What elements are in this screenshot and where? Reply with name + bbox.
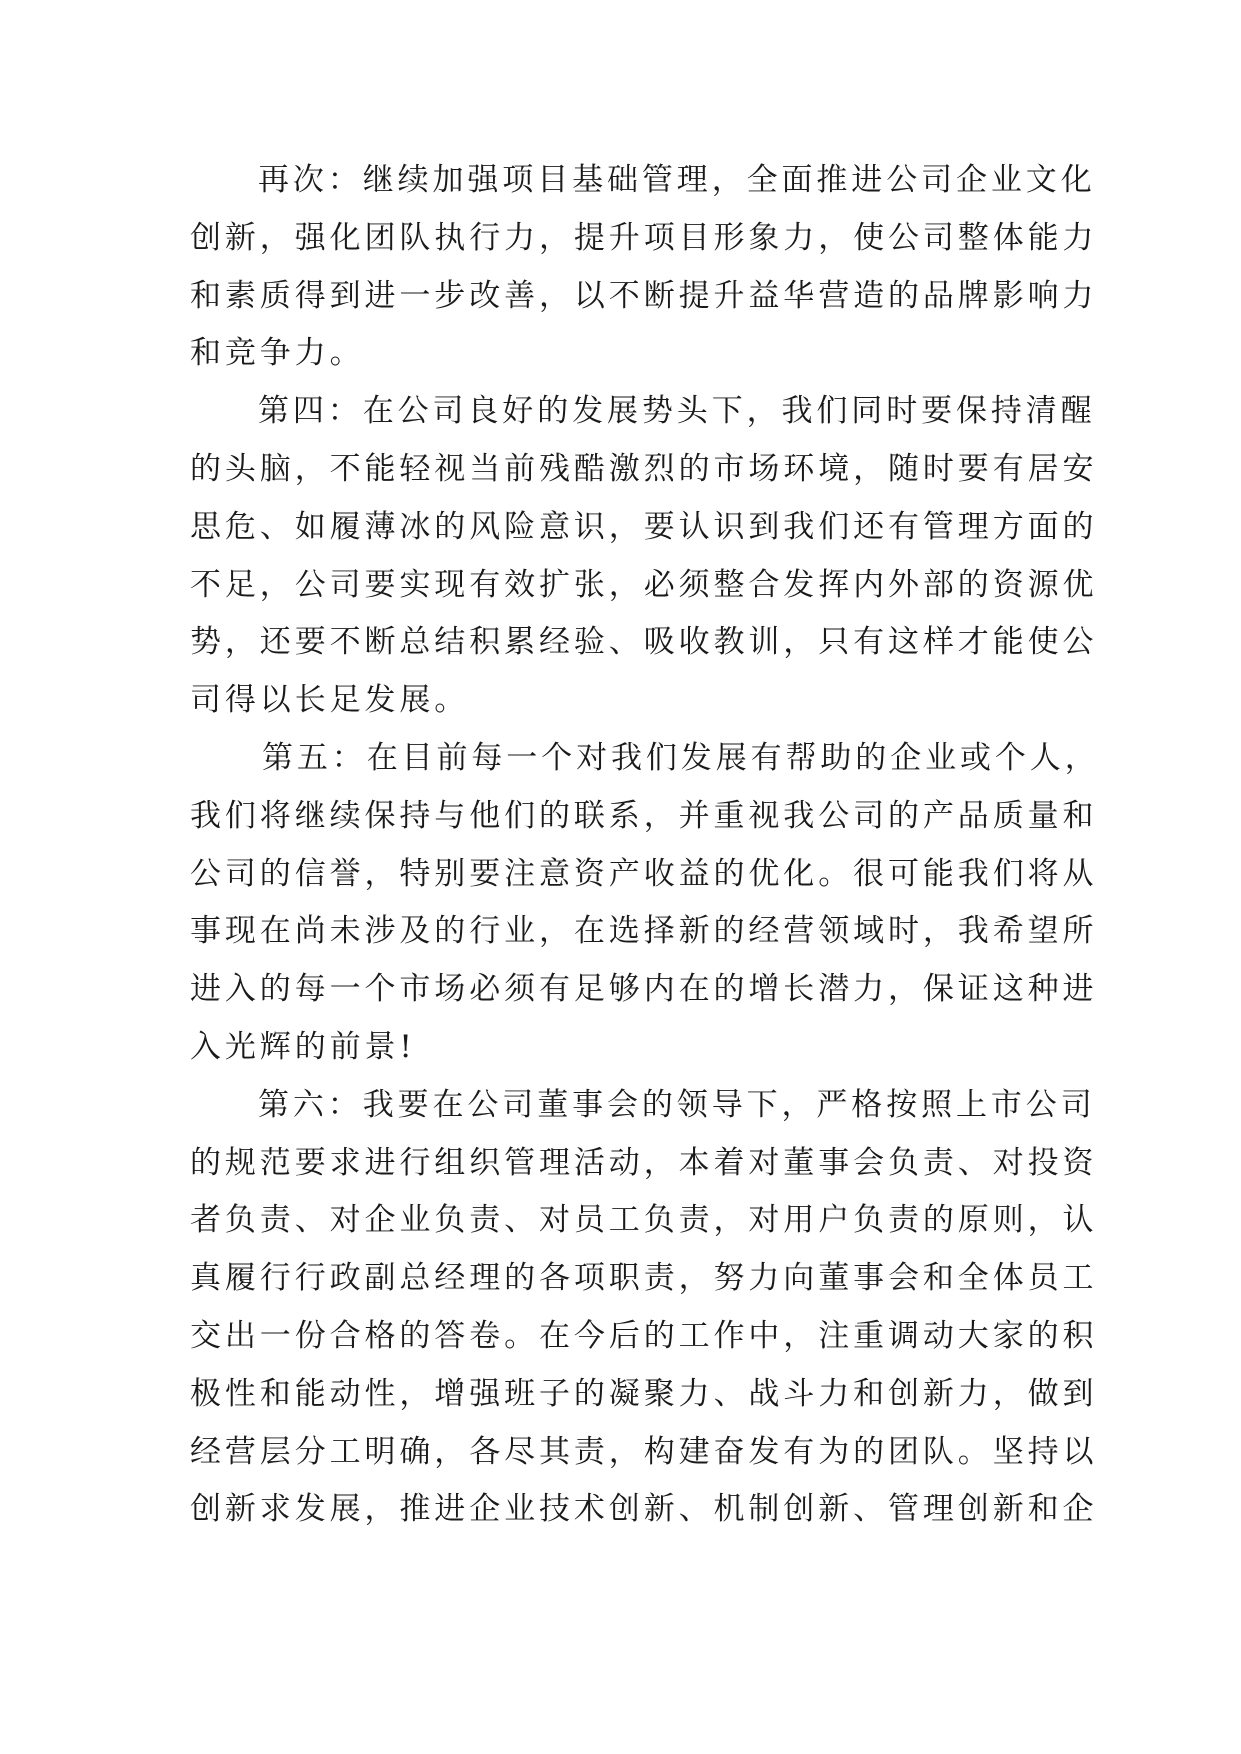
- text-line: 思危、如履薄冰的风险意识，要认识到我们还有管理方面的: [190, 508, 1098, 545]
- text-line: 极性和能动性，增强班子的凝聚力、战斗力和创新力，做到: [190, 1375, 1098, 1412]
- text-line: 的规范要求进行组织管理活动，本着对董事会负责、对投资: [190, 1144, 1098, 1181]
- text-line: 进入的每一个市场必须有足够内在的增长潜力，保证这种进: [190, 971, 1098, 1008]
- text-line: 和竞争力。: [190, 335, 365, 372]
- text-line: 者负责、对企业负责、对员工负责，对用户负责的原则，认: [190, 1202, 1098, 1239]
- text-line: 公司的信誉，特别要注意资产收益的优化。很可能我们将从: [190, 855, 1098, 892]
- text-line: 第四：在公司良好的发展势头下，我们同时要保持清醒: [258, 393, 1096, 430]
- document-body: [190, 152, 1100, 1539]
- text-line: 我们将继续保持与他们的联系，并重视我公司的产品质量和: [190, 797, 1098, 834]
- paragraph-fourth: [190, 383, 1098, 730]
- text-line: 势，还要不断总结积累经验、吸收教训，只有这样才能使公: [190, 624, 1098, 661]
- text-line: 的头脑，不能轻视当前残酷激烈的市场环境，随时要有居安: [190, 450, 1098, 487]
- text-line: 再次：继续加强项目基础管理，全面推进公司企业文化: [258, 162, 1096, 198]
- text-line: 入光辉的前景!: [190, 1028, 416, 1065]
- text-line: 和素质得到进一步改善，以不断提升益华营造的品牌影响力: [190, 277, 1098, 314]
- text-line: 创新，强化团队执行力，提升项目形象力，使公司整体能力: [190, 219, 1098, 256]
- text-line: 事现在尚未涉及的行业，在选择新的经营领域时，我希望所: [190, 913, 1098, 950]
- text-line: 交出一份合格的答卷。在今后的工作中，注重调动大家的积: [190, 1317, 1098, 1354]
- paragraph-fifth: [190, 730, 1100, 1077]
- text-line: 经营层分工明确，各尽其责，构建奋发有为的团队。坚持以: [190, 1433, 1098, 1470]
- paragraph-sixth: [190, 1077, 1098, 1539]
- text-line: 创新求发展，推进企业技术创新、机制创新、管理创新和企: [190, 1491, 1098, 1528]
- text-line: 不足，公司要实现有效扩张，必须整合发挥内外部的资源优: [190, 566, 1098, 603]
- text-line: 第六：我要在公司董事会的领导下，严格按照上市公司: [258, 1086, 1096, 1123]
- text-line: 第五：在目前每一个对我们发展有帮助的企业或个人，: [262, 739, 1100, 776]
- text-line: 司得以长足发展。: [190, 682, 470, 719]
- paragraph-again: [190, 152, 1098, 383]
- text-line: 真履行行政副总经理的各项职责，努力向董事会和全体员工: [190, 1260, 1098, 1297]
